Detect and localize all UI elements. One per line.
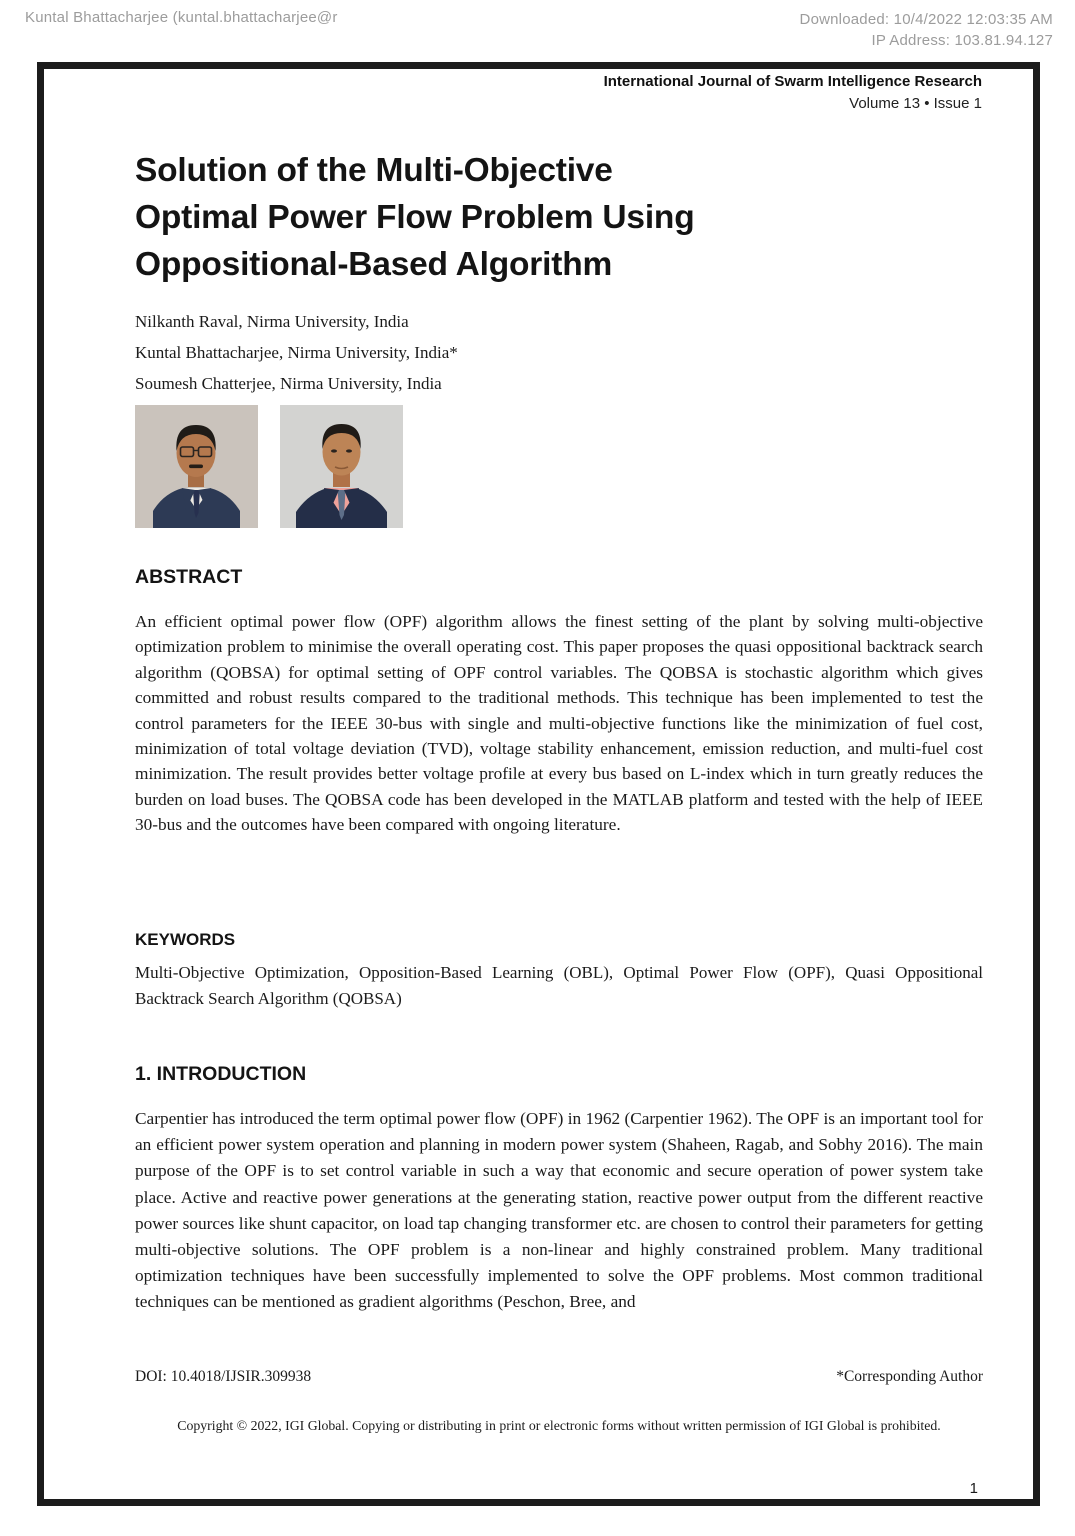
author-photo-2 xyxy=(280,405,403,528)
title-line-1: Solution of the Multi-Objective xyxy=(135,152,613,189)
page-frame xyxy=(37,62,1040,1506)
journal-volume-issue: Volume 13 • Issue 1 xyxy=(849,95,982,112)
title-line-3: Oppositional-Based Algorithm xyxy=(135,246,613,283)
author-photos xyxy=(135,405,403,528)
watermark-download-info xyxy=(800,9,1053,51)
introduction-heading: 1. INTRODUCTION xyxy=(135,1063,307,1085)
author-photo-1 xyxy=(135,405,258,528)
page-title xyxy=(135,147,694,288)
journal-header xyxy=(604,73,982,112)
introduction-body: Carpentier has introduced the term optimal power flow (OPF) in 1962 (Carpentier 1962). The OPF is an important tool for an efficient power system operation and planning in modern power system (Shaheen, Ragab, and Sobhy 2016). The main purpose of the OPF is to set control variable in such a way that economic and secure operation of power system take place. Active and reactive power generations at the generating station, reactive power output from the different reactive power sources like shunt capacitor, on load tap changing transformer etc. are chosen to control their parameters for getting multi-objective solutions. The OPF problem is a non-linear and highly constrained problem. Many traditional optimization techniques have been successfully implemented to solve the OPF problems. Most common traditional techniques can be mentioned as gradient algorithms (Peschon, Bree, and xyxy=(135,1109,983,1312)
author-list xyxy=(135,306,458,399)
corresponding-author-note: *Corresponding Author xyxy=(836,1368,983,1385)
abstract-heading: ABSTRACT xyxy=(135,566,243,588)
page-number: 1 xyxy=(969,1480,978,1497)
doi-row xyxy=(135,1368,983,1386)
keywords-heading: KEYWORDS xyxy=(135,930,236,949)
doi-text: DOI: 10.4018/IJSIR.309938 xyxy=(135,1368,312,1385)
title-line-2: Optimal Power Flow Problem Using xyxy=(135,199,695,236)
watermark-user: Kuntal Bhattacharjee (kuntal.bhattacharjee@r xyxy=(25,9,338,26)
author-line-2: Kuntal Bhattacharjee, Nirma University, India* xyxy=(135,343,458,362)
keywords-body: Multi-Objective Optimization, Opposition-Based Learning (OBL), Optimal Power Flow (OPF), Quasi Oppositional Backtrack Search Algorithm (QOBSA) xyxy=(135,963,983,1008)
watermark-downloaded: Downloaded: 10/4/2022 12:03:35 AM xyxy=(799,11,1053,28)
author-line-3: Soumesh Chatterjee, Nirma University, India xyxy=(135,374,442,393)
author-line-1: Nilkanth Raval, Nirma University, India xyxy=(135,312,409,331)
watermark-ip-address: IP Address: 103.81.94.127 xyxy=(871,32,1053,49)
abstract-body: An efficient optimal power flow (OPF) algorithm allows the finest setting of the plant by solving multi-objective optimization problem to minimise the overall operating cost. This paper proposes the quasi oppositional backtrack search algorithm (QOBSA) for optimal setting of OPF control variables. The QOBSA is stochastic algorithm which gives committed and robust results compared to the traditional methods. This technique has been implemented to test the control parameters for the IEEE 30-bus with single and multi-objective functions like the minimization of fuel cost, minimization of total voltage deviation (TVD), voltage stability enhancement, emission reduction, and multi-fuel cost minimization. The result provides better voltage profile at every bus based on L-index which in turn greatly reduces the burden on load buses. The QOBSA code has been developed in the MATLAB platform and tested with the help of IEEE 30-bus and the outcomes have been compared with ongoing literature. xyxy=(135,612,983,835)
copyright-notice: Copyright © 2022, IGI Global. Copying or distributing in print or electronic forms without written permission of IGI Global is prohibited. xyxy=(177,1418,941,1433)
journal-name: International Journal of Swarm Intelligence Research xyxy=(603,73,982,90)
